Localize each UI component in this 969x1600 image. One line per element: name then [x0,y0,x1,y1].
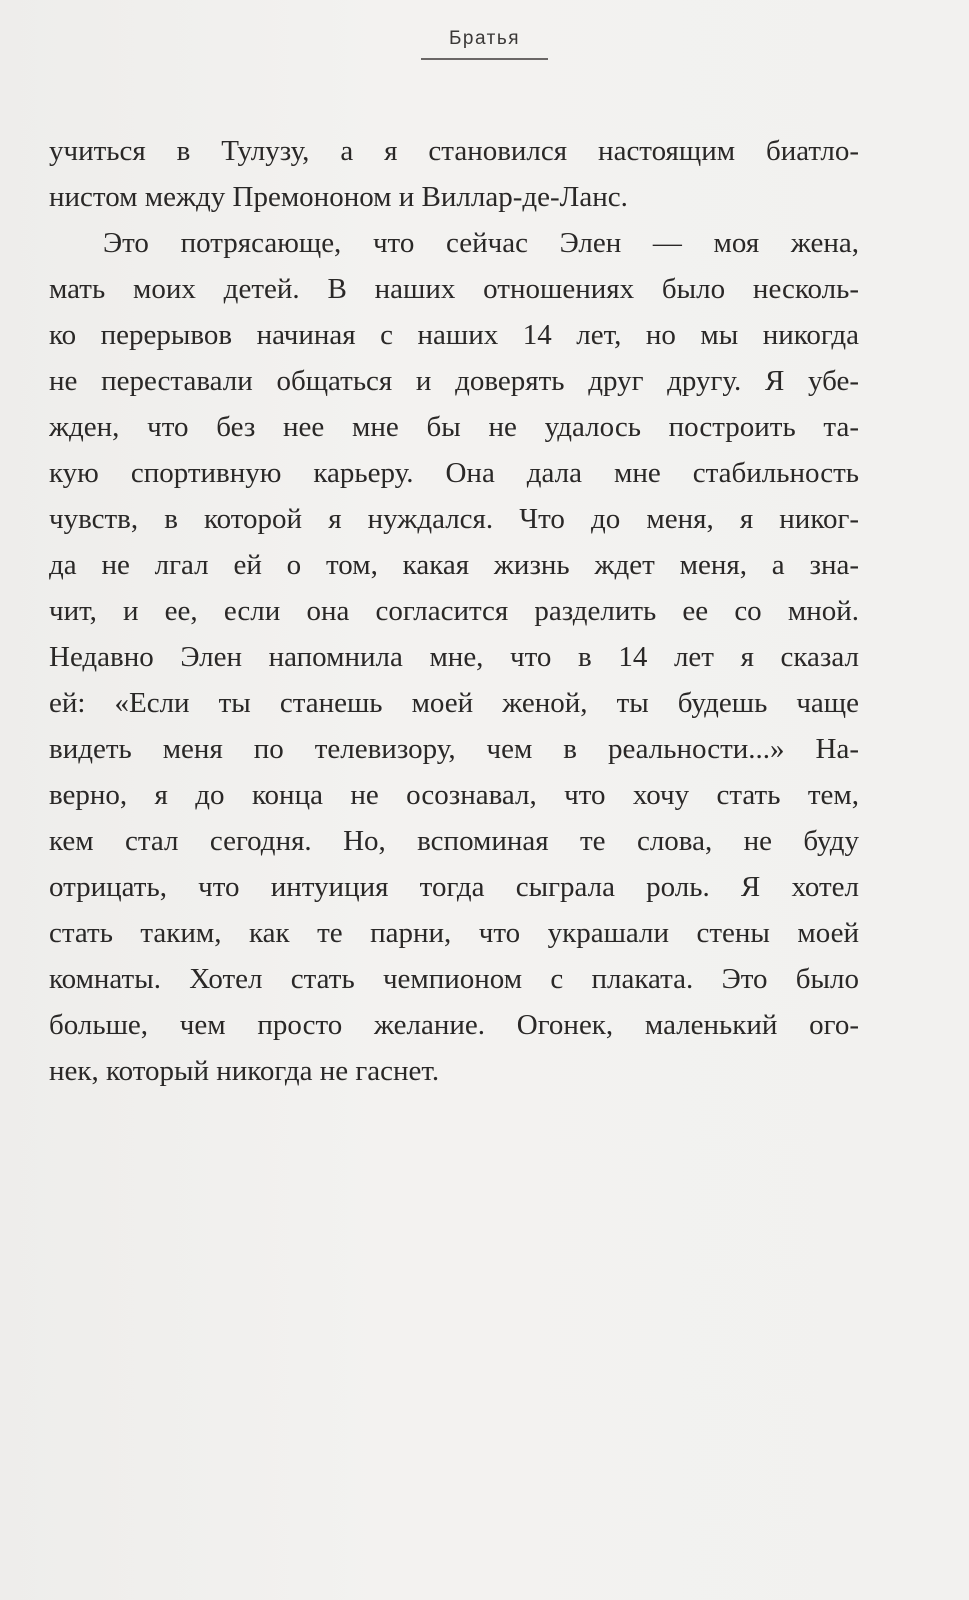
text-line: больше, чем просто желание. Огонек, маленький ого- [49,1009,859,1041]
text-line: нистом между Премононом и Виллар-де-Ланс. [49,181,628,213]
text-line: кую спортивную карьеру. Она дала мне стабильность [49,457,859,489]
text-line: видеть меня по телевизору, чем в реальности...» На- [49,733,859,765]
text-line: отрицать, что интуиция тогда сыграла роль. Я хотел [49,871,859,903]
text-line: верно, я до конца не осознавал, что хочу стать тем, [49,779,859,811]
text-line: комнаты. Хотел стать чемпионом с плаката. Это было [49,963,859,995]
text-line: нек, который никогда не гаснет. [49,1055,440,1087]
text-line: ко перерывов начиная с наших 14 лет, но мы никогда [49,319,859,351]
text-line: Недавно Элен напомнила мне, что в 14 лет я сказал [49,641,859,673]
text-line: Это потрясающе, что сейчас Элен — моя жена, [103,227,859,259]
text-line: да не лгал ей о том, какая жизнь ждет меня, а зна- [49,549,859,581]
text-line: не переставали общаться и доверять друг другу. Я убе- [49,365,859,397]
running-head-title: Братья [421,28,548,60]
text-line: ей: «Если ты станешь моей женой, ты будешь чаще [49,687,859,719]
text-line: мать моих детей. В наших отношениях было несколь- [49,273,859,305]
running-head [0,28,969,60]
text-line: стать таким, как те парни, что украшали стены моей [49,917,859,949]
text-line: кем стал сегодня. Но, вспоминая те слова, не буду [49,825,859,857]
text-line: чувств, в которой я нуждался. Что до меня, я никог- [49,503,859,535]
text-line: учиться в Тулузу, а я становился настоящим биатло- [49,135,859,167]
text-line: чит, и ее, если она согласится разделить ее со мной. [49,595,859,627]
body-text [49,128,859,1094]
text-line: жден, что без нее мне бы не удалось построить та- [49,411,859,443]
